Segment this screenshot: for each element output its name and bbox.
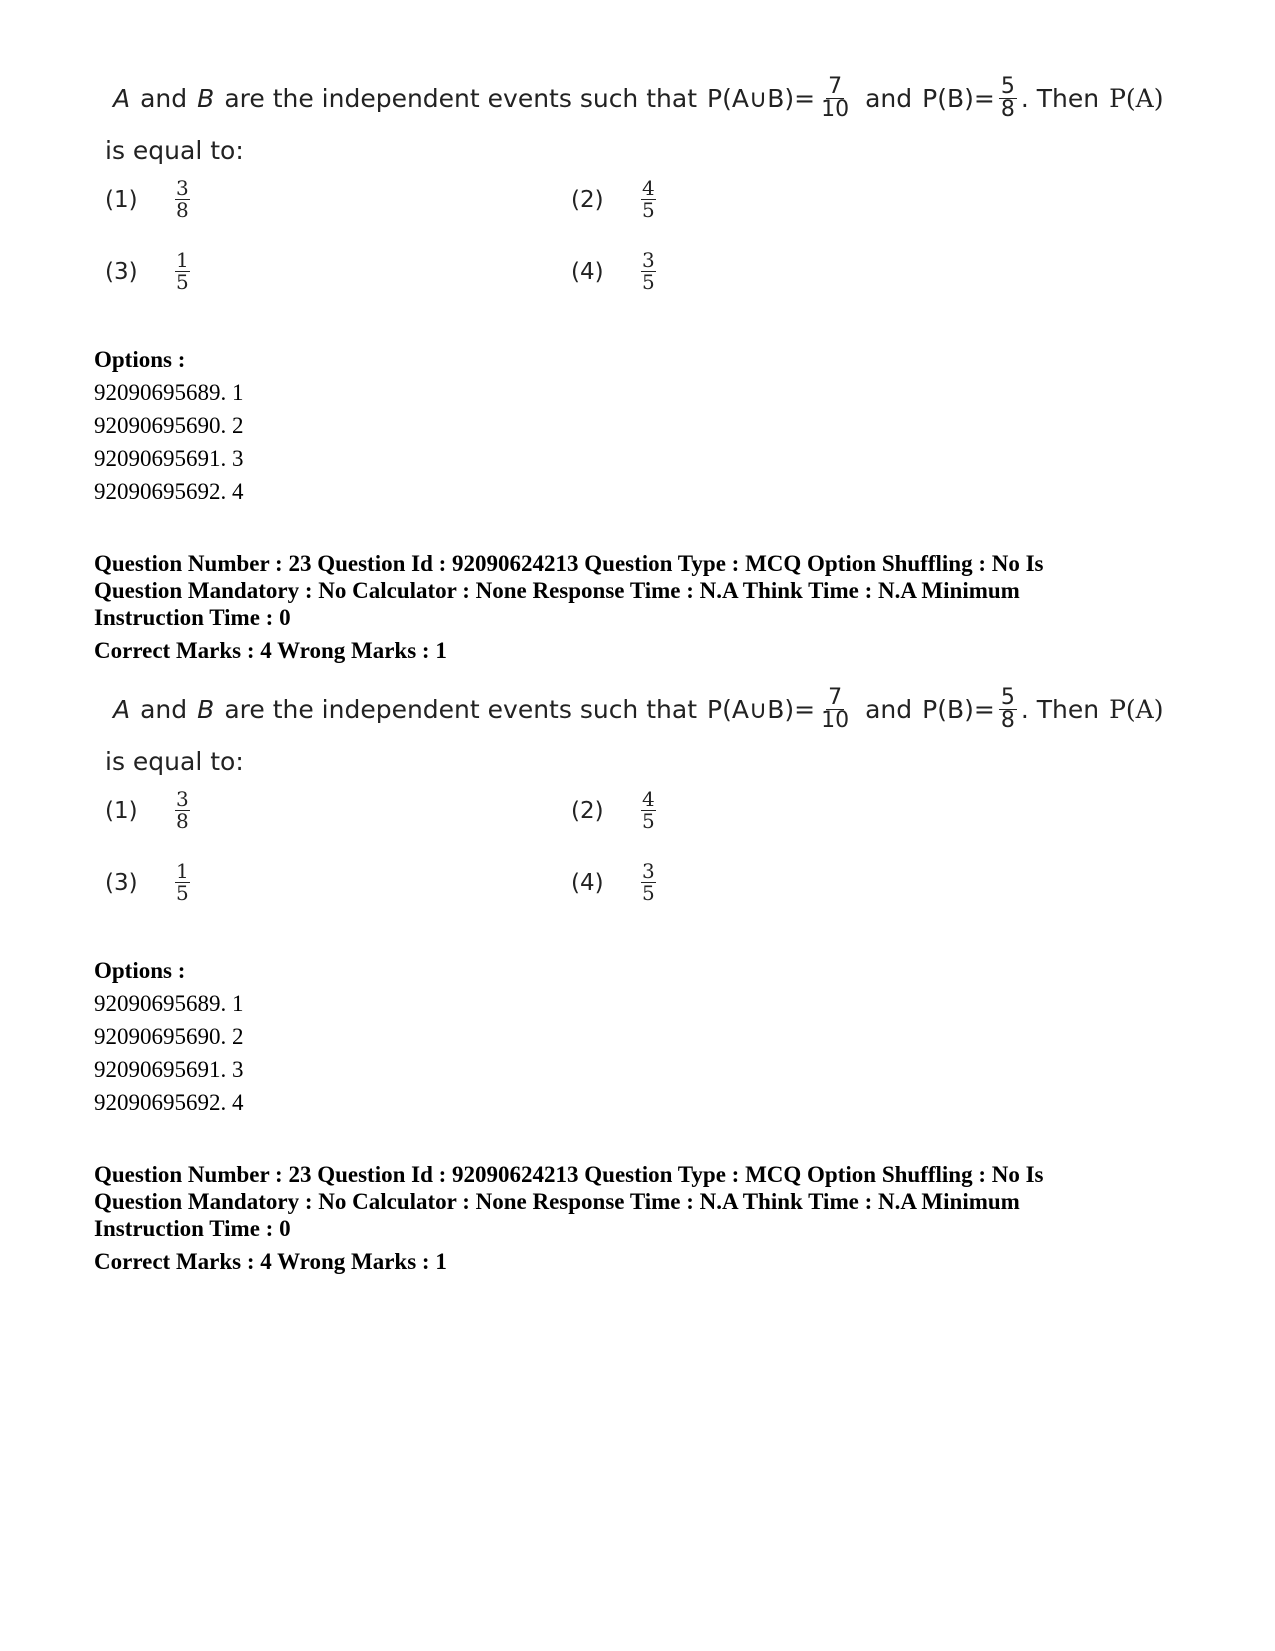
fraction-numerator: 7 bbox=[828, 73, 843, 99]
fraction-numerator: 1 bbox=[176, 248, 189, 272]
choice-1 bbox=[105, 178, 190, 221]
meta-line: Question Mandatory : No Calculator : None Response Time : N.A Think Time : N.A Minimum bbox=[94, 1189, 1020, 1214]
option-item: 92090695692. 4 bbox=[94, 1090, 244, 1115]
fraction-numerator: 1 bbox=[176, 859, 189, 883]
event-a: A bbox=[113, 83, 131, 113]
choice-fraction bbox=[641, 861, 656, 904]
choice-fraction bbox=[175, 178, 190, 221]
stem-then: . Then bbox=[1020, 83, 1100, 113]
question-meta bbox=[94, 550, 1094, 664]
fraction-numerator: 3 bbox=[176, 787, 189, 811]
meta-line: Question Number : 23 Question Id : 92090624213 Question Type : MCQ Option Shuffling : No Is bbox=[94, 551, 1044, 576]
choice-4 bbox=[571, 861, 656, 904]
stem-text: are the independent events such that bbox=[224, 83, 697, 113]
choice-label: (1) bbox=[105, 797, 138, 824]
choice-1 bbox=[105, 789, 190, 832]
choice-fraction bbox=[175, 789, 190, 832]
choice-label: (3) bbox=[105, 869, 138, 896]
question-stem-line2: is equal to: bbox=[105, 136, 244, 165]
question-stem bbox=[113, 679, 1163, 739]
prob-b: P(B)= bbox=[922, 694, 995, 724]
prob-union: P(A∪B)= bbox=[707, 694, 816, 724]
event-b: B bbox=[197, 83, 215, 113]
options-list bbox=[94, 954, 244, 1119]
choice-2 bbox=[571, 789, 656, 832]
choice-label: (1) bbox=[105, 186, 138, 213]
options-list bbox=[94, 343, 244, 508]
question-stem-line2: is equal to: bbox=[105, 747, 244, 776]
fraction-denominator: 8 bbox=[1000, 707, 1015, 733]
choice-fraction bbox=[641, 789, 656, 832]
stem-and: and bbox=[140, 694, 188, 724]
choice-4 bbox=[571, 250, 656, 293]
fraction-union bbox=[819, 684, 851, 733]
fraction-denominator: 8 bbox=[1000, 96, 1015, 122]
stem-text: are the independent events such that bbox=[224, 694, 697, 724]
option-item: 92090695689. 1 bbox=[94, 991, 244, 1016]
event-a: A bbox=[113, 694, 131, 724]
option-item: 92090695690. 2 bbox=[94, 413, 244, 438]
fraction-denominator: 10 bbox=[821, 96, 850, 122]
fraction-b bbox=[999, 73, 1017, 122]
fraction-denominator: 10 bbox=[821, 707, 850, 733]
option-item: 92090695691. 3 bbox=[94, 1057, 244, 1082]
meta-line: Question Number : 23 Question Id : 92090624213 Question Type : MCQ Option Shuffling : No Is bbox=[94, 1162, 1044, 1187]
stem-and-2: and bbox=[865, 83, 913, 113]
stem-and: and bbox=[140, 83, 188, 113]
choice-label: (3) bbox=[105, 258, 138, 285]
option-item: 92090695692. 4 bbox=[94, 479, 244, 504]
fraction-b bbox=[999, 684, 1017, 733]
prob-a: P(A) bbox=[1109, 83, 1164, 113]
fraction-numerator: 3 bbox=[176, 176, 189, 200]
choice-fraction bbox=[641, 250, 656, 293]
fraction-numerator: 5 bbox=[1000, 73, 1015, 99]
choice-label: (4) bbox=[571, 258, 604, 285]
fraction-numerator: 3 bbox=[642, 248, 655, 272]
choice-3 bbox=[105, 861, 190, 904]
choice-label: (4) bbox=[571, 869, 604, 896]
option-item: 92090695690. 2 bbox=[94, 1024, 244, 1049]
choice-fraction bbox=[175, 250, 190, 293]
question-image bbox=[105, 66, 1164, 311]
fraction-denominator: 5 bbox=[642, 270, 655, 294]
choice-label: (2) bbox=[571, 797, 604, 824]
options-heading: Options : bbox=[94, 958, 186, 983]
question-image bbox=[105, 677, 1164, 922]
choice-2 bbox=[571, 178, 656, 221]
option-item: 92090695691. 3 bbox=[94, 446, 244, 471]
options-heading: Options : bbox=[94, 347, 186, 372]
choice-3 bbox=[105, 250, 190, 293]
question-stem bbox=[113, 68, 1163, 128]
option-item: 92090695689. 1 bbox=[94, 380, 244, 405]
fraction-denominator: 5 bbox=[642, 198, 655, 222]
question-meta bbox=[94, 1161, 1094, 1275]
choice-fraction bbox=[175, 861, 190, 904]
fraction-numerator: 7 bbox=[828, 684, 843, 710]
fraction-denominator: 8 bbox=[176, 198, 189, 222]
fraction-numerator: 4 bbox=[642, 176, 655, 200]
marks-line: Correct Marks : 4 Wrong Marks : 1 bbox=[94, 1249, 447, 1274]
marks-line: Correct Marks : 4 Wrong Marks : 1 bbox=[94, 638, 447, 663]
fraction-denominator: 5 bbox=[176, 881, 189, 905]
meta-line: Question Mandatory : No Calculator : None Response Time : N.A Think Time : N.A Minimum bbox=[94, 578, 1020, 603]
prob-b: P(B)= bbox=[922, 83, 995, 113]
fraction-denominator: 5 bbox=[642, 809, 655, 833]
fraction-numerator: 3 bbox=[642, 859, 655, 883]
prob-a: P(A) bbox=[1109, 694, 1164, 724]
choice-fraction bbox=[641, 178, 656, 221]
fraction-numerator: 4 bbox=[642, 787, 655, 811]
prob-union: P(A∪B)= bbox=[707, 83, 816, 113]
fraction-union bbox=[819, 73, 851, 122]
meta-line: Instruction Time : 0 bbox=[94, 605, 291, 630]
choice-label: (2) bbox=[571, 186, 604, 213]
fraction-denominator: 5 bbox=[176, 270, 189, 294]
event-b: B bbox=[197, 694, 215, 724]
stem-and-2: and bbox=[865, 694, 913, 724]
fraction-denominator: 5 bbox=[642, 881, 655, 905]
stem-then: . Then bbox=[1020, 694, 1100, 724]
fraction-numerator: 5 bbox=[1000, 684, 1015, 710]
meta-line: Instruction Time : 0 bbox=[94, 1216, 291, 1241]
fraction-denominator: 8 bbox=[176, 809, 189, 833]
